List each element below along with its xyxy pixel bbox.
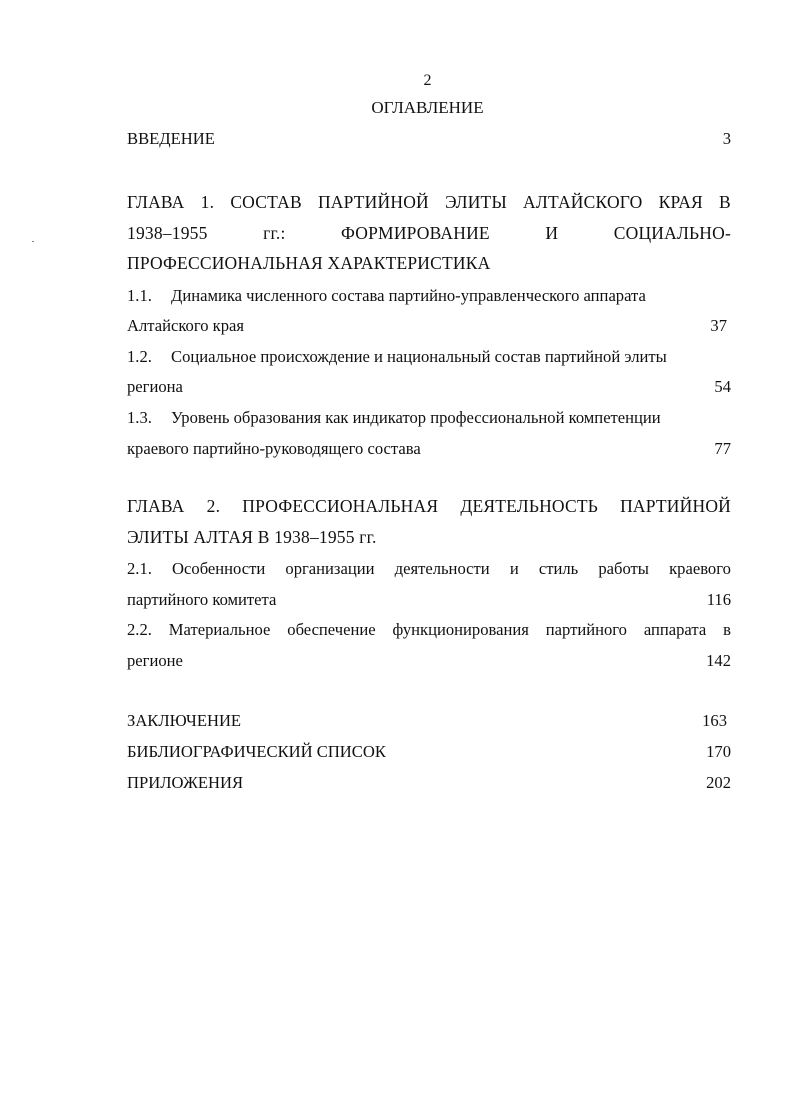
section-title: Уровень образования как индикатор профессиональной компетенции: [171, 408, 661, 427]
word: 2.2.: [127, 620, 152, 639]
toc-entry-1-3-line2[interactable]: [127, 438, 731, 460]
word: Материальное: [168, 620, 271, 639]
word: обеспечение: [287, 620, 376, 639]
word: 2.1.: [127, 559, 152, 578]
word: ПРОФЕССИОНАЛЬНАЯ: [242, 496, 439, 516]
scan-speck: [32, 241, 34, 242]
toc-entry-page: 202: [706, 773, 731, 792]
section-number: 1.2.: [127, 347, 152, 366]
toc-entry-2-1-line1[interactable]: [127, 558, 731, 580]
chapter2-heading-text: ЭЛИТЫ АЛТАЯ В 1938–1955 гг.: [127, 527, 377, 547]
toc-entry-bibliography[interactable]: [127, 741, 731, 763]
toc-entry-label: БИБЛИОГРАФИЧЕСКИЙ СПИСОК: [127, 742, 386, 761]
word: аппарата: [643, 620, 707, 639]
toc-entry-2-2-line1[interactable]: [127, 619, 731, 641]
word: ГЛАВА: [127, 192, 185, 212]
chapter1-heading-line3[interactable]: [127, 252, 731, 274]
word: Особенности: [172, 559, 266, 578]
word: работы: [598, 559, 649, 578]
word: партийного: [545, 620, 627, 639]
toc-entry-intro[interactable]: [127, 128, 731, 150]
chapter2-heading-line2[interactable]: [127, 526, 731, 548]
word: И: [545, 223, 559, 243]
word: ЭЛИТЫ: [445, 192, 507, 212]
word: ПАРТИЙНОЙ: [317, 192, 429, 212]
section-title: Социальное происхождение и национальный состав партийной элиты: [171, 347, 667, 366]
word: ГЛАВА: [127, 496, 185, 516]
word: 1.: [200, 192, 215, 212]
word: организации: [285, 559, 375, 578]
toc-entry-2-2-line2[interactable]: [127, 650, 731, 672]
word: СОСТАВ: [230, 192, 302, 212]
word: деятельности: [394, 559, 490, 578]
section-title-cont: Алтайского края: [127, 316, 245, 335]
section-title-cont: краевого партийно-руководящего состава: [127, 439, 421, 458]
word: гг.:: [263, 223, 286, 243]
chapter2-heading-line1[interactable]: [127, 495, 731, 517]
toc-entry-page: 116: [706, 590, 731, 609]
section-title-cont: партийного комитета: [127, 590, 277, 609]
toc-entry-page: 3: [722, 129, 731, 148]
toc-title: ОГЛАВЛЕНИЕ: [371, 98, 484, 117]
chapter1-heading-line2[interactable]: [127, 222, 731, 244]
toc-entry-2-1-line2[interactable]: [127, 589, 731, 611]
section-title-cont: регионе: [127, 651, 183, 670]
toc-entry-1-2-line1[interactable]: [127, 346, 731, 368]
word: и: [509, 559, 519, 578]
word: ДЕЯТЕЛЬНОСТЬ: [460, 496, 598, 516]
toc-entry-page: 77: [714, 439, 731, 458]
toc-entry-conclusion[interactable]: [127, 710, 731, 732]
toc-entry-page: 142: [706, 651, 731, 670]
word: краевого: [669, 559, 731, 578]
toc-entry-1-3-line1[interactable]: [127, 407, 731, 429]
toc-entry-1-2-line2[interactable]: [127, 376, 731, 398]
page-number: 2: [423, 72, 432, 89]
toc-entry-page: 163: [702, 711, 727, 730]
toc-entry-appendices[interactable]: [127, 772, 731, 794]
word: 2.: [206, 496, 221, 516]
toc-entry-label: ЗАКЛЮЧЕНИЕ: [127, 711, 242, 730]
toc-entry-page: 37: [710, 316, 727, 335]
word: В: [719, 192, 731, 212]
word: АЛТАЙСКОГО: [523, 192, 643, 212]
chapter1-heading-text: ПРОФЕССИОНАЛЬНАЯ ХАРАКТЕРИСТИКА: [127, 253, 491, 273]
toc-entry-label: ВВЕДЕНИЕ: [127, 129, 215, 148]
toc-entry-label: ПРИЛОЖЕНИЯ: [127, 773, 244, 792]
toc-entry-page: 54: [714, 377, 731, 396]
toc-entry-page: 170: [706, 742, 731, 761]
word: в: [723, 620, 731, 639]
word: ФОРМИРОВАНИЕ: [341, 223, 490, 243]
word: ПАРТИЙНОЙ: [620, 496, 731, 516]
word: функционирования: [392, 620, 529, 639]
section-number: 1.3.: [127, 408, 152, 427]
toc-entry-1-1-line1[interactable]: [127, 285, 731, 307]
section-title: Динамика численного состава партийно-управленческого аппарата: [171, 286, 646, 305]
section-number: 1.1.: [127, 286, 152, 305]
word: 1938–1955: [127, 223, 208, 243]
word: КРАЯ: [658, 192, 703, 212]
word: СОЦИАЛЬНО-: [613, 223, 731, 243]
toc-entry-1-1-line2[interactable]: [127, 315, 731, 337]
chapter1-heading-line1[interactable]: [127, 191, 731, 213]
word: стиль: [538, 559, 579, 578]
section-title-cont: региона: [127, 377, 183, 396]
